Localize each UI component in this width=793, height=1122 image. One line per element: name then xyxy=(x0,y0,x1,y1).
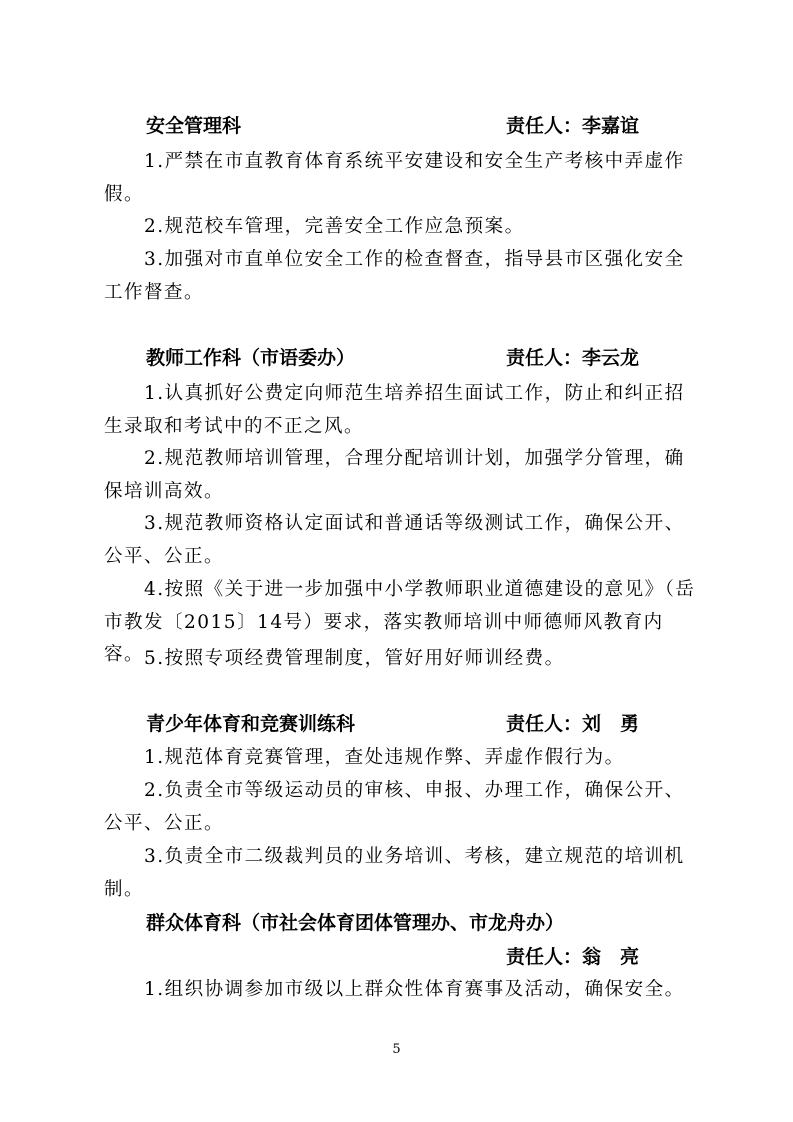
list-item: 3.加强对市直单位安全工作的检查督查，指导县市区强化安全工作督查。 xyxy=(104,249,685,303)
list-item: 2.规范教师培训管理，合理分配培训计划，加强学分管理，确保培训高效。 xyxy=(104,448,685,502)
responsible-person: 责任人：李云龙 xyxy=(506,347,640,369)
department-name: 青少年体育和竞赛训练科 xyxy=(146,713,356,735)
list-item: 1.严禁在市直教育体育系统平安建设和安全生产考核中弄虚作假。 xyxy=(104,151,685,205)
list-item: 1.规范体育竞赛管理，查处违规作弊、弄虚作假行为。 xyxy=(144,747,625,768)
list-item: 1.组织协调参加市级以上群众性体育赛事及活动，确保安全。 xyxy=(144,979,685,1000)
responsible-person: 责任人：刘 勇 xyxy=(506,713,640,735)
responsible-person: 责任人：李嘉谊 xyxy=(506,115,640,137)
list-item: 2.规范校车管理，完善安全工作应急预案。 xyxy=(144,216,525,237)
section-heading xyxy=(146,908,706,938)
department-name: 群众体育科（市社会体育团体管理办、市龙舟办） xyxy=(146,912,565,934)
list-item: 5.按照专项经费管理制度，管好用好师训经费。 xyxy=(144,648,565,669)
department-name: 安全管理科 xyxy=(146,115,242,137)
section-heading xyxy=(146,111,706,141)
list-item: 1.认真抓好公费定向师范生培养招生面试工作，防止和纠正招生录取和考试中的不正之风。 xyxy=(104,383,685,437)
list-item: 2.负责全市等级运动员的审核、申报、办理工作，确保公开、公平、公正。 xyxy=(104,780,685,834)
department-name: 教师工作科（市语委办） xyxy=(146,347,356,369)
list-item: 3.负责全市二级裁判员的业务培训、考核，建立规范的培训机制。 xyxy=(104,846,685,900)
page-number: 5 xyxy=(392,1042,401,1057)
list-item: 4.按照《关于进一步加强中小学教师职业道德建设的意见》（岳市教发〔2015〕14号）要求，落实教师培训中师德师风教育内容。 xyxy=(104,579,696,665)
section-heading xyxy=(146,343,706,373)
responsible-person: 责任人：翁 亮 xyxy=(506,946,640,968)
section-heading xyxy=(146,709,706,739)
list-item: 3.规范教师资格认定面试和普通话等级测试工作，确保公开、公平、公正。 xyxy=(104,513,685,567)
